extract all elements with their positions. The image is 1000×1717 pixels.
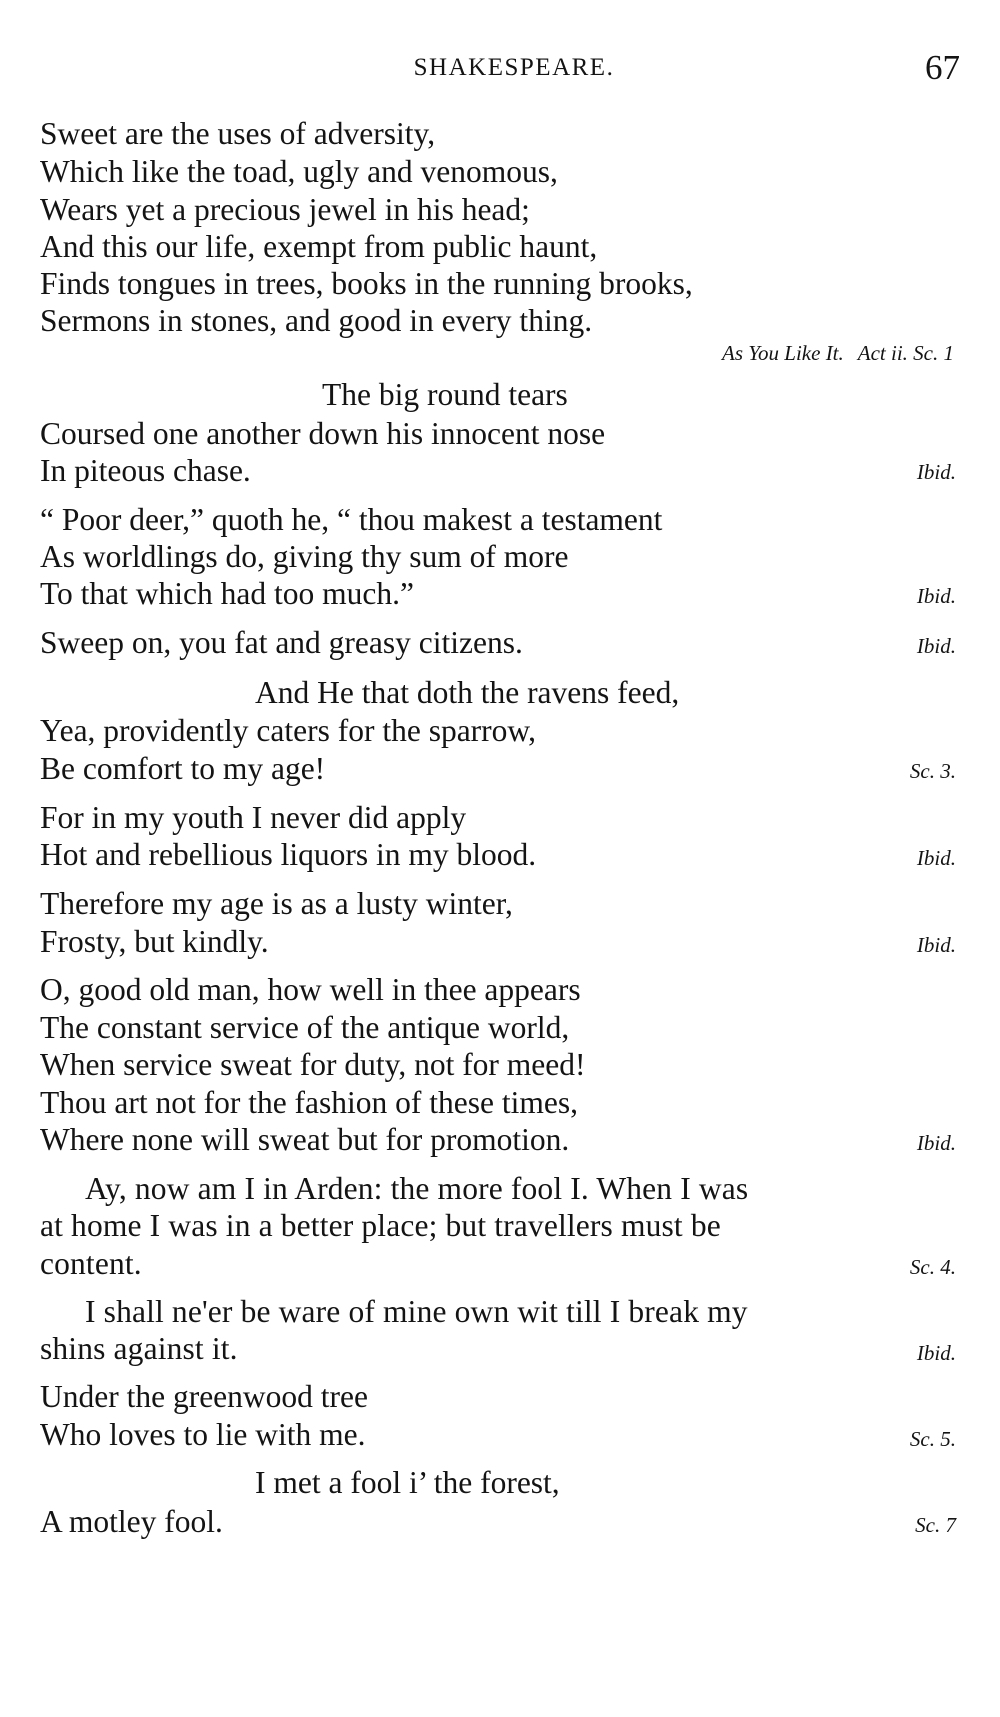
citation-ref: Act ii. Sc. 1	[857, 341, 954, 365]
quote-line: A motley fool.	[40, 1504, 223, 1539]
prose-line: content.	[40, 1246, 142, 1281]
citation: Sc. 3.	[909, 759, 956, 783]
citation: Sc. 4.	[909, 1255, 956, 1279]
quote-line: “ Poor deer,” quoth he, “ thou makest a testament	[40, 502, 663, 537]
citation: Ibid.	[916, 846, 956, 870]
quote-line: And this our life, exempt from public haunt,	[40, 229, 598, 264]
citation: Sc. 7	[915, 1513, 956, 1537]
quote-line: In piteous chase.	[40, 453, 251, 488]
quote-line: And He that doth the ravens feed,	[255, 675, 680, 710]
citation: Sc. 5.	[909, 1427, 956, 1451]
quote-line: I met a fool i’ the forest,	[255, 1465, 560, 1500]
quote-line: Wears yet a precious jewel in his head;	[40, 192, 530, 227]
quote-line: Finds tongues in trees, books in the running brooks,	[40, 266, 693, 301]
quote-line: As worldlings do, giving thy sum of more	[40, 539, 569, 574]
citation: Ibid.	[916, 584, 956, 608]
quote-line: Under the greenwood tree	[40, 1379, 368, 1414]
quote-line: Sweep on, you fat and greasy citizens.	[40, 625, 523, 660]
citation-title: As You Like It.	[722, 341, 844, 365]
citation: Ibid.	[916, 1131, 956, 1155]
running-title: SHAKESPEARE.	[413, 54, 615, 81]
quote-line: Therefore my age is as a lusty winter,	[40, 886, 513, 921]
quote-line: When service sweat for duty, not for meed!	[40, 1047, 586, 1082]
prose-line: Ay, now am I in Arden: the more fool I. When I was	[85, 1171, 749, 1206]
citation: Ibid.	[916, 634, 956, 658]
quote-line: Which like the toad, ugly and venomous,	[40, 154, 558, 189]
quote-line: Sweet are the uses of adversity,	[40, 116, 436, 151]
quote-line: Hot and rebellious liquors in my blood.	[40, 837, 537, 872]
quote-line: Thou art not for the fashion of these times,	[40, 1085, 578, 1120]
quote-line: The constant service of the antique world,	[40, 1010, 570, 1045]
quote-line: For in my youth I never did apply	[40, 800, 467, 835]
citation: Ibid.	[916, 460, 956, 484]
quote-line: Who loves to lie with me.	[40, 1417, 366, 1452]
citation	[722, 343, 954, 364]
quote-line: Frosty, but kindly.	[40, 924, 269, 959]
quote-line: To that which had too much.”	[40, 576, 414, 611]
quote-line: Coursed one another down his innocent nose	[40, 416, 606, 451]
quote-line: O, good old man, how well in thee appears	[40, 972, 581, 1007]
page-header	[0, 48, 1000, 88]
prose-line: I shall ne'er be ware of mine own wit till I break my	[85, 1294, 748, 1329]
quote-line: Yea, providently caters for the sparrow,	[40, 713, 536, 748]
quote-line: Where none will sweat but for promotion.	[40, 1122, 570, 1157]
citation: Ibid.	[916, 1341, 956, 1365]
citation: Ibid.	[916, 933, 956, 957]
quote-line: Sermons in stones, and good in every thing.	[40, 303, 593, 338]
page-number: 67	[925, 48, 960, 87]
prose-line: shins against it.	[40, 1331, 238, 1366]
prose-line: at home I was in a better place; but travellers must be	[40, 1208, 721, 1243]
quote-line: Be comfort to my age!	[40, 751, 326, 786]
quote-line: The big round tears	[322, 377, 568, 412]
